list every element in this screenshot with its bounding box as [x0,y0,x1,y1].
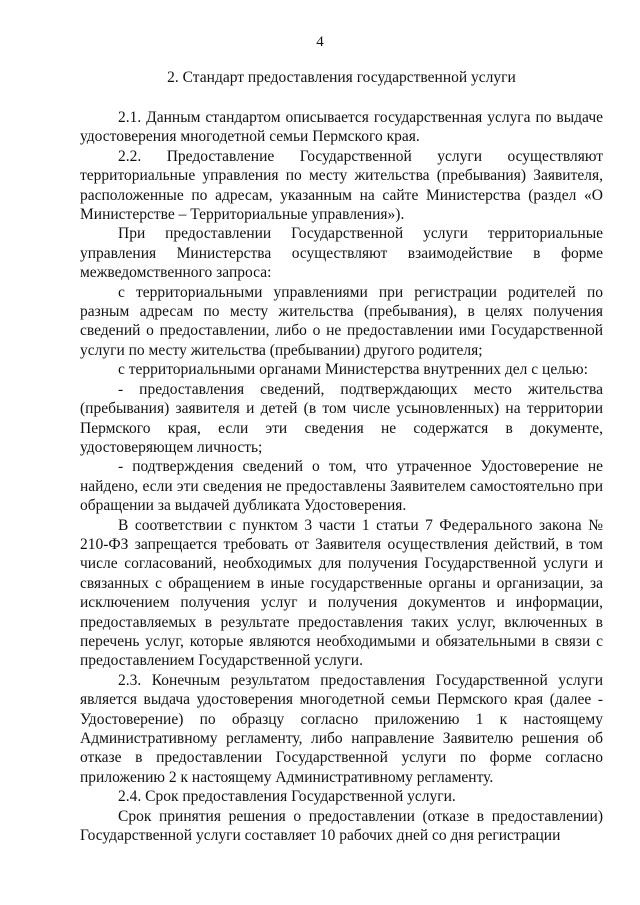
paragraph-2-4: 2.4. Срок предоставления Государственной услуги. [118,788,456,806]
paragraph-2-3: 2.3. Конечным результатом предоставления Государственной услуги является выдача удостоверения многодетной семьи Пермского края (далее - Удостоверение) по образцу согласно приложению 1 к настоящему Административному регламенту, либо направление Заявителю решения об отказе в предоставлении Государственной услуги по форме согласно приложению 2 к настоящему Административному регламенту. [80,671,603,786]
paragraph-territorial-units: с территориальными управлениями при регистрации родителей по разным адресам по месту жительства (пребывания), в целях получения сведений о предоставлении, либо о не предоставлении ими Государственной услуги по месту жительства (пребывании) другого родителя; [80,283,603,359]
paragraph-2-1: 2.1. Данным стандартом описывается государственная услуга по выдаче удостоверения многодетной семьи Пермского края. [80,109,603,146]
paragraph-mvd-intro: с территориальными органами Министерства внутренних дел с целью: [118,361,588,379]
paragraph-2-2: 2.2. Предоставление Государственной услуги осуществляют территориальные управления по месту жительства (пребывания) Заявителя, расположенные по адресам, указанным на сайте Министерства (раздел «О Министерстве – Территориальные управления»). [80,147,603,224]
document-body [80,108,603,845]
paragraph-federal-law: В соответствии с пунктом 3 части 1 статьи 7 Федерального закона № 210-ФЗ запрещается требовать от Заявителя осуществления действий, в том числе согласований, необходимых для получения Государственной услуги и связанных с обращением в иные государственные органы и организации, за исключением получения услуг и получения документов и информации, предоставляемых в результате предоставления таких услуг, включенных в перечень услуг, которые являются необходимыми и обязательными в связи с предоставлением Государственной услуги. [80,516,603,670]
paragraph-interaction-intro: При предоставлении Государственной услуги территориальные управления Министерства осуществляют взаимодействие в форме межведомственного запроса: [80,225,603,282]
section-heading: 2. Стандарт предоставления государственной услуги [167,69,516,86]
paragraph-mvd-item-2: - подтверждения сведений о том, что утраченное Удостоверение не найдено, если эти сведения не предоставлены Заявителем самостоятельно при обращении за выдачей дубликата Удостоверения. [80,458,603,515]
page-number: 4 [316,34,324,50]
paragraph-decision-term: Срок принятия решения о предоставлении (отказе в предоставлении) Государственной услуги составляет 10 рабочих дней со дня регистрации [80,807,603,845]
paragraph-mvd-item-1: - предоставления сведений, подтверждающих место жительства (пребывания) заявителя и детей (в том числе усыновленных) на территории Пермского края, если эти сведения не содержатся в документе, удостоверяющем личность; [80,380,603,456]
